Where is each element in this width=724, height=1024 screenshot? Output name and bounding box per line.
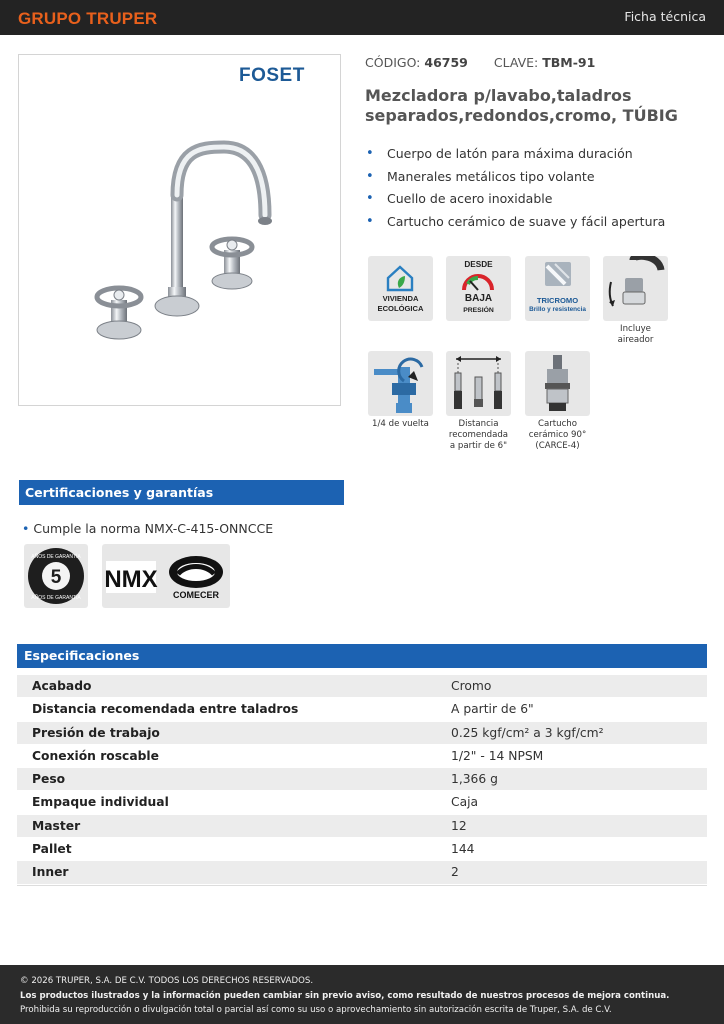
table-row	[17, 675, 707, 698]
icon-aireador	[603, 256, 668, 346]
norm-text	[22, 521, 273, 536]
spec-value: Caja	[451, 795, 479, 810]
spec-value: 1/2" - 14 NPSM	[451, 748, 544, 763]
feature-item: • Cartucho cerámico de suave y fácil apertura	[365, 214, 665, 237]
nmx-text: NMX	[104, 566, 158, 593]
code-value: 46759	[424, 55, 468, 70]
aerator-icon	[603, 256, 668, 321]
icon-label: BAJA	[464, 293, 493, 304]
spec-value: Cromo	[451, 679, 492, 693]
ceramic-cartridge-icon	[525, 351, 590, 416]
specs-table	[17, 675, 707, 885]
icon-caption: Cartucho cerámico 90° (CARCE-4)	[528, 419, 587, 451]
product-title: Mezcladora p/lavabo,taladros separados,redondos,cromo, TÚBIG	[365, 86, 678, 125]
table-row	[17, 745, 707, 768]
spec-value: 12	[451, 818, 467, 833]
footer	[0, 965, 724, 1024]
spec-key: Master	[32, 818, 81, 833]
house-leaf-icon	[368, 256, 433, 296]
comecer-text: COMECER	[172, 590, 220, 600]
warranty-logo	[24, 544, 88, 608]
code-label: CÓDIGO:	[365, 55, 421, 70]
icon-label: VIVIENDA	[382, 294, 419, 303]
spec-key: Conexión roscable	[32, 748, 159, 763]
icon-caption: Incluye aireador	[617, 324, 654, 345]
drill-distance-icon	[446, 351, 511, 416]
table-row	[17, 698, 707, 721]
footer-disclaimer: Los productos ilustrados y la información pueden cambiar sin previo aviso, como resultado de nuestros procesos de mejora continua.	[20, 990, 670, 1001]
spec-key: Peso	[32, 772, 66, 787]
spec-key: Inner	[32, 865, 69, 880]
doc-type-label: Ficha técnica	[624, 9, 706, 24]
table-row	[17, 815, 707, 838]
specifications-header: Especificaciones	[17, 644, 707, 668]
table-row	[17, 722, 707, 745]
footer-copyright: © 2026 TRUPER, S.A. DE C.V. TODOS LOS DERECHOS RESERVADOS.	[20, 976, 314, 986]
faucet-illustration	[19, 55, 342, 407]
product-image	[18, 54, 341, 406]
nmx-comecer-logo	[102, 544, 230, 608]
key-value: TBM-91	[542, 55, 596, 70]
feature-item: • Manerales metálicos tipo volante	[365, 169, 665, 192]
norm-label: Cumple la norma NMX-C-415-ONNCCE	[33, 521, 274, 536]
key-label: CLAVE:	[493, 55, 539, 70]
spec-key: Acabado	[32, 679, 92, 693]
icon-label: ECOLÓGICA	[377, 304, 424, 313]
icon-caption: Distancia recomendada a partir de 6"	[448, 419, 509, 451]
spec-key: Presión de trabajo	[32, 725, 160, 740]
icon-tricromo	[525, 256, 590, 321]
tricrome-finish-icon	[525, 256, 590, 296]
icon-caption: 1/4 de vuelta	[372, 419, 429, 429]
warranty-text-top: AÑOS DE GARANTÍA	[31, 554, 81, 560]
brand-logo: FOSET	[239, 65, 305, 86]
truper-logo: GRUPO TRUPER	[18, 9, 158, 28]
quarter-turn-icon	[368, 351, 433, 416]
bullet-icon: •	[22, 521, 30, 536]
spec-value: 144	[451, 842, 475, 857]
spec-key: Distancia recomendada entre taladros	[32, 702, 299, 717]
icon-label: Brillo y resistencia	[529, 306, 586, 313]
icon-distancia	[446, 351, 511, 452]
spec-key: Empaque individual	[32, 795, 169, 810]
spec-value: A partir de 6"	[451, 702, 534, 717]
table-divider	[17, 885, 707, 886]
icon-cuarto-vuelta	[368, 351, 433, 430]
icon-baja-presion	[446, 256, 511, 321]
spec-value: 2	[451, 865, 459, 880]
table-row	[17, 768, 707, 791]
feature-item: • Cuello de acero inoxidable	[365, 191, 665, 214]
spec-value: 0.25 kgf/cm² a 3 kgf/cm²	[451, 725, 604, 740]
icon-label: DESDE	[464, 260, 493, 269]
feature-list	[365, 146, 665, 236]
warranty-seal-icon	[24, 544, 88, 608]
table-row	[17, 838, 707, 861]
warranty-text-bottom: AÑOS DE GARANTÍA	[31, 595, 81, 601]
spec-key: Pallet	[32, 842, 72, 857]
spec-value: 1,366 g	[451, 772, 498, 787]
table-row	[17, 861, 707, 884]
certifications-header: Certificaciones y garantías	[19, 480, 344, 505]
product-codes	[365, 55, 595, 70]
warranty-years: 5	[50, 567, 62, 588]
icon-label: PRESIÓN	[463, 307, 494, 314]
top-bar	[0, 0, 724, 35]
icon-cartucho	[525, 351, 590, 452]
footer-legal: Prohibida su reproducción o divulgación total o parcial así como su uso o aprovechamiento sin autorización escrita de Truper, S.A. de C.V.	[20, 1005, 612, 1015]
icon-vivienda-ecologica	[368, 256, 433, 321]
icon-label: TRICROMO	[536, 296, 579, 305]
nmx-comecer-icon	[102, 544, 230, 608]
table-row	[17, 791, 707, 814]
feature-item: • Cuerpo de latón para máxima duración	[365, 146, 665, 169]
